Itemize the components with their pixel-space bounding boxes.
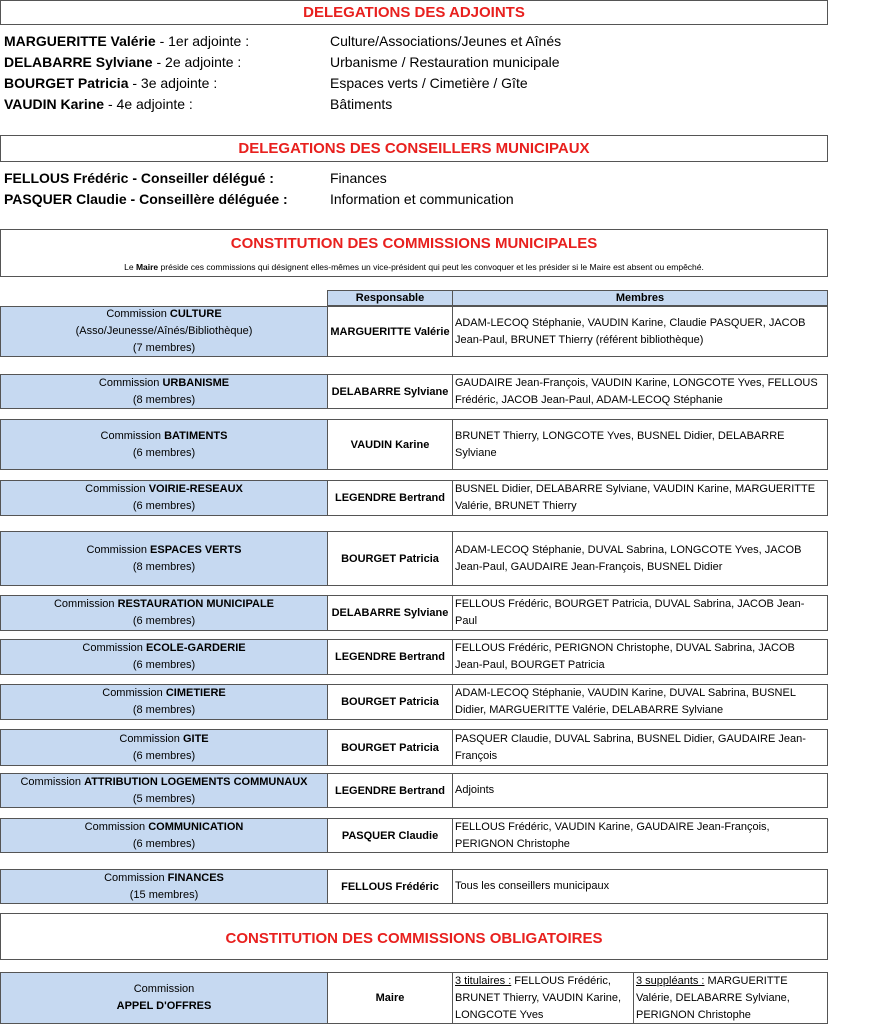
titulaires-list: FELLOUS Frédéric, BRUNET Thierry, VAUDIN Karine, LONGCOTE Yves bbox=[455, 975, 622, 1021]
commission-row bbox=[0, 729, 828, 766]
adjoints-title-box bbox=[0, 0, 828, 25]
commission-membres-text: GAUDAIRE Jean-François, VAUDIN Karine, LONGCOTE Yves, FELLOUS Frédéric, JACOB Jean-Paul, ADAM-LECOQ Stéphanie bbox=[455, 376, 818, 406]
commission-prefix: Commission bbox=[106, 308, 170, 320]
commission-row bbox=[0, 595, 828, 631]
intro-bold: Maire bbox=[135, 262, 159, 272]
commission-membres bbox=[452, 419, 828, 470]
commission-name-cell bbox=[0, 639, 328, 675]
commission-responsable: VAUDIN Karine bbox=[327, 419, 453, 470]
commission-prefix: Commission bbox=[53, 598, 118, 610]
commission-prefix: Commission bbox=[104, 871, 168, 884]
commission-prefix: Commission bbox=[82, 642, 146, 654]
commission-membres-text: FELLOUS Frédéric, PERIGNON Christophe, DUVAL Sabrina, JACOB Jean-Paul, BOURGET Patricia bbox=[455, 642, 795, 671]
intro-pre: Le bbox=[124, 262, 136, 272]
appel-offres-responsable: Maire bbox=[327, 972, 453, 1024]
commission-membres-text: BRUNET Thierry, LONGCOTE Yves, BUSNEL Didier, DELABARRE Sylviane bbox=[455, 429, 785, 459]
commission-row bbox=[0, 419, 828, 470]
adjoint-delegation: Urbanisme / Restauration municipale bbox=[330, 54, 560, 70]
conseillers-title-box bbox=[0, 135, 828, 162]
commission-name-cell bbox=[0, 306, 328, 357]
commission-name: FINANCES bbox=[167, 871, 224, 884]
constitution-intro bbox=[1, 262, 827, 272]
suppleants-list: MARGUERITTE Valérie, DELABARRE Sylviane, PERIGNON Christophe bbox=[636, 975, 790, 1021]
conseiller-name-text: PASQUER Claudie - Conseillère déléguée : bbox=[4, 191, 288, 207]
adjoint-row bbox=[4, 75, 217, 91]
suppleants-label: 3 suppléants : bbox=[636, 975, 705, 987]
commission-responsable: LEGENDRE Bertrand bbox=[327, 773, 453, 808]
commission-title bbox=[1, 685, 327, 702]
commission-prefix: Commission bbox=[119, 732, 183, 745]
commission-name: ESPACES VERTS bbox=[150, 543, 242, 556]
commission-membres bbox=[452, 480, 828, 516]
commission-membres-text: ADAM-LECOQ Stéphanie, DUVAL Sabrina, LONGCOTE Yves, JACOB Jean-Paul, GAUDAIRE Jean-François, BUSNEL Didier bbox=[455, 543, 802, 573]
commission-membres bbox=[452, 818, 828, 853]
commission-title bbox=[1, 870, 327, 887]
commission-name-cell bbox=[0, 480, 328, 516]
commission-membres-text: FELLOUS Frédéric, BOURGET Patricia, DUVAL Sabrina, JACOB Jean-Paul bbox=[455, 598, 805, 627]
commission-name: COMMUNICATION bbox=[148, 820, 244, 833]
commission-title bbox=[1, 375, 327, 392]
commission-responsable: DELABARRE Sylviane bbox=[327, 374, 453, 409]
adjoint-row bbox=[4, 96, 193, 112]
adjoint-role: - 1er adjointe : bbox=[155, 33, 250, 49]
commission-title bbox=[1, 306, 327, 323]
obligatoires-title: CONSTITUTION DES COMMISSIONS OBLIGATOIRES bbox=[225, 930, 603, 947]
appel-offres-suppleants bbox=[633, 972, 828, 1024]
commission-membres-text: ADAM-LECOQ Stéphanie, VAUDIN Karine, DUVAL Sabrina, BUSNEL Didier, MARGUERITTE Valérie, DELABARRE Sylviane bbox=[455, 687, 796, 716]
commission-responsable: FELLOUS Frédéric bbox=[327, 869, 453, 904]
commission-subtitle: (Asso/Jeunesse/Aînés/Bibliothèque) bbox=[75, 325, 253, 337]
titulaires-label: 3 titulaires : bbox=[455, 975, 512, 987]
constitution-title: CONSTITUTION DES COMMISSIONS MUNICIPALES bbox=[230, 235, 598, 252]
conseillers-title: DELEGATIONS DES CONSEILLERS MUNICIPAUX bbox=[238, 140, 590, 157]
commission-row bbox=[0, 306, 828, 357]
commission-title bbox=[1, 428, 327, 445]
commission-membres-text: ADAM-LECOQ Stéphanie, VAUDIN Karine, Claudie PASQUER, JACOB Jean-Paul, BRUNET Thierry (référent bibliothèque) bbox=[455, 316, 806, 346]
commission-count: (5 membres) bbox=[132, 792, 196, 805]
commission-prefix: Commission bbox=[86, 543, 151, 556]
commission-row bbox=[0, 531, 828, 586]
commission-prefix: Commission bbox=[84, 820, 149, 833]
adjoint-role: - 4e adjointe : bbox=[104, 96, 193, 112]
commission-count: (6 membres) bbox=[132, 446, 196, 459]
commission-prefix: Commission bbox=[98, 376, 163, 389]
commission-name-cell bbox=[0, 419, 328, 470]
commission-responsable: LEGENDRE Bertrand bbox=[327, 639, 453, 675]
commission-name-cell bbox=[0, 869, 328, 904]
commission-name: BATIMENTS bbox=[164, 429, 228, 442]
commission-membres bbox=[452, 531, 828, 586]
commission-name-cell bbox=[0, 818, 328, 853]
commission-membres-text: Adjoints bbox=[455, 784, 495, 796]
commission-membres bbox=[452, 773, 828, 808]
commission-responsable: DELABARRE Sylviane bbox=[327, 595, 453, 631]
commission-responsable: LEGENDRE Bertrand bbox=[327, 480, 453, 516]
commission-prefix: Commission bbox=[20, 775, 85, 788]
commission-name-cell bbox=[0, 531, 328, 586]
adjoint-name: VAUDIN Karine bbox=[4, 96, 105, 112]
commission-membres bbox=[452, 374, 828, 409]
adjoint-row bbox=[4, 33, 249, 49]
commission-label: Commission bbox=[133, 983, 195, 995]
commission-name: VOIRIE-RESEAUX bbox=[148, 483, 243, 495]
header-membres: Membres bbox=[452, 290, 828, 306]
adjoint-delegation: Culture/Associations/Jeunes et Aînés bbox=[330, 33, 562, 49]
obligatoires-title-box bbox=[0, 913, 828, 960]
commission-name-cell bbox=[0, 374, 328, 409]
adjoint-role: - 3e adjointe : bbox=[128, 75, 218, 91]
commission-responsable: BOURGET Patricia bbox=[327, 531, 453, 586]
commission-membres-text: BUSNEL Didier, DELABARRE Sylviane, VAUDIN Karine, MARGUERITTE Valérie, BRUNET Thierry bbox=[455, 483, 816, 512]
appel-offres-row bbox=[0, 972, 828, 1024]
appel-offres-commission bbox=[0, 972, 328, 1024]
commission-prefix: Commission bbox=[85, 483, 149, 495]
commission-name: APPEL D'OFFRES bbox=[116, 1000, 212, 1012]
intro-post: préside ces commissions qui désignent elles-mêmes un vice-président qui peut les convoquer et les présider si le Maire est absent ou empêché. bbox=[158, 262, 704, 272]
commission-row bbox=[0, 374, 828, 409]
commission-name: ATTRIBUTION LOGEMENTS COMMUNAUX bbox=[84, 775, 308, 788]
commission-title bbox=[1, 774, 327, 791]
commission-responsable: BOURGET Patricia bbox=[327, 684, 453, 720]
adjoint-name: BOURGET Patricia bbox=[4, 75, 129, 91]
commission-name-cell bbox=[0, 729, 328, 766]
commission-title bbox=[1, 481, 327, 498]
adjoint-role: - 2e adjointe : bbox=[152, 54, 242, 70]
commission-membres bbox=[452, 729, 828, 766]
commission-prefix: Commission bbox=[100, 429, 165, 442]
conseiller-name-text: FELLOUS Frédéric - Conseiller délégué : bbox=[4, 170, 274, 186]
commission-row bbox=[0, 480, 828, 516]
commission-count: (8 membres) bbox=[132, 560, 196, 573]
commission-row bbox=[0, 818, 828, 853]
commission-name: ECOLE-GARDERIE bbox=[145, 642, 246, 654]
commission-membres bbox=[452, 684, 828, 720]
commission-membres bbox=[452, 869, 828, 904]
commission-name: CIMETIERE bbox=[165, 687, 226, 699]
constitution-title-box bbox=[0, 229, 828, 277]
conseiller-delegation: Finances bbox=[330, 170, 387, 186]
commission-membres bbox=[452, 639, 828, 675]
commission-count: (8 membres) bbox=[132, 704, 196, 716]
conseiller-delegation: Information et communication bbox=[330, 191, 514, 207]
commission-responsable: MARGUERITTE Valérie bbox=[327, 306, 453, 357]
commission-title bbox=[1, 596, 327, 613]
appel-offres-titulaires bbox=[452, 972, 634, 1024]
commission-name: URBANISME bbox=[162, 376, 230, 389]
adjoint-name: MARGUERITTE Valérie bbox=[4, 33, 156, 49]
commission-membres-text: Tous les conseillers municipaux bbox=[455, 880, 610, 892]
conseiller-name bbox=[4, 170, 274, 186]
commission-membres bbox=[452, 595, 828, 631]
commission-title bbox=[1, 819, 327, 836]
commission-count: (6 membres) bbox=[132, 615, 196, 627]
commission-title bbox=[1, 640, 327, 657]
commission-row bbox=[0, 869, 828, 904]
commission-count: (6 membres) bbox=[132, 837, 196, 850]
commission-name-cell bbox=[0, 595, 328, 631]
commission-membres bbox=[452, 306, 828, 357]
commission-count: (15 membres) bbox=[129, 888, 199, 901]
commission-count: (6 membres) bbox=[132, 749, 196, 762]
adjoints-title: DELEGATIONS DES ADJOINTS bbox=[303, 4, 525, 21]
commission-name: GITE bbox=[182, 732, 209, 745]
commission-name-cell bbox=[0, 773, 328, 808]
commission-membres-text: PASQUER Claudie, DUVAL Sabrina, BUSNEL Didier, GAUDAIRE Jean-François bbox=[455, 732, 806, 762]
commission-count: (8 membres) bbox=[132, 393, 196, 406]
commission-name-cell bbox=[0, 684, 328, 720]
commission-prefix: Commission bbox=[102, 687, 166, 699]
commission-membres-text: FELLOUS Frédéric, VAUDIN Karine, GAUDAIRE Jean-François, PERIGNON Christophe bbox=[455, 820, 770, 850]
adjoint-row bbox=[4, 54, 241, 70]
commission-title bbox=[1, 542, 327, 559]
commission-responsable: PASQUER Claudie bbox=[327, 818, 453, 853]
commission-name: CULTURE bbox=[169, 308, 222, 320]
commission-name: RESTAURATION MUNICIPALE bbox=[117, 598, 275, 610]
commission-count: (6 membres) bbox=[132, 659, 196, 671]
conseiller-name bbox=[4, 191, 288, 207]
commission-title bbox=[1, 731, 327, 748]
commission-row bbox=[0, 773, 828, 808]
commission-count: (6 membres) bbox=[132, 500, 196, 512]
commission-row bbox=[0, 639, 828, 675]
adjoint-delegation: Bâtiments bbox=[330, 96, 393, 112]
commission-count: (7 membres) bbox=[132, 342, 196, 354]
adjoint-delegation: Espaces verts / Cimetière / Gîte bbox=[330, 75, 528, 91]
commission-responsable: BOURGET Patricia bbox=[327, 729, 453, 766]
commission-row bbox=[0, 684, 828, 720]
adjoint-name: DELABARRE Sylviane bbox=[4, 54, 153, 70]
header-responsable: Responsable bbox=[327, 290, 453, 306]
